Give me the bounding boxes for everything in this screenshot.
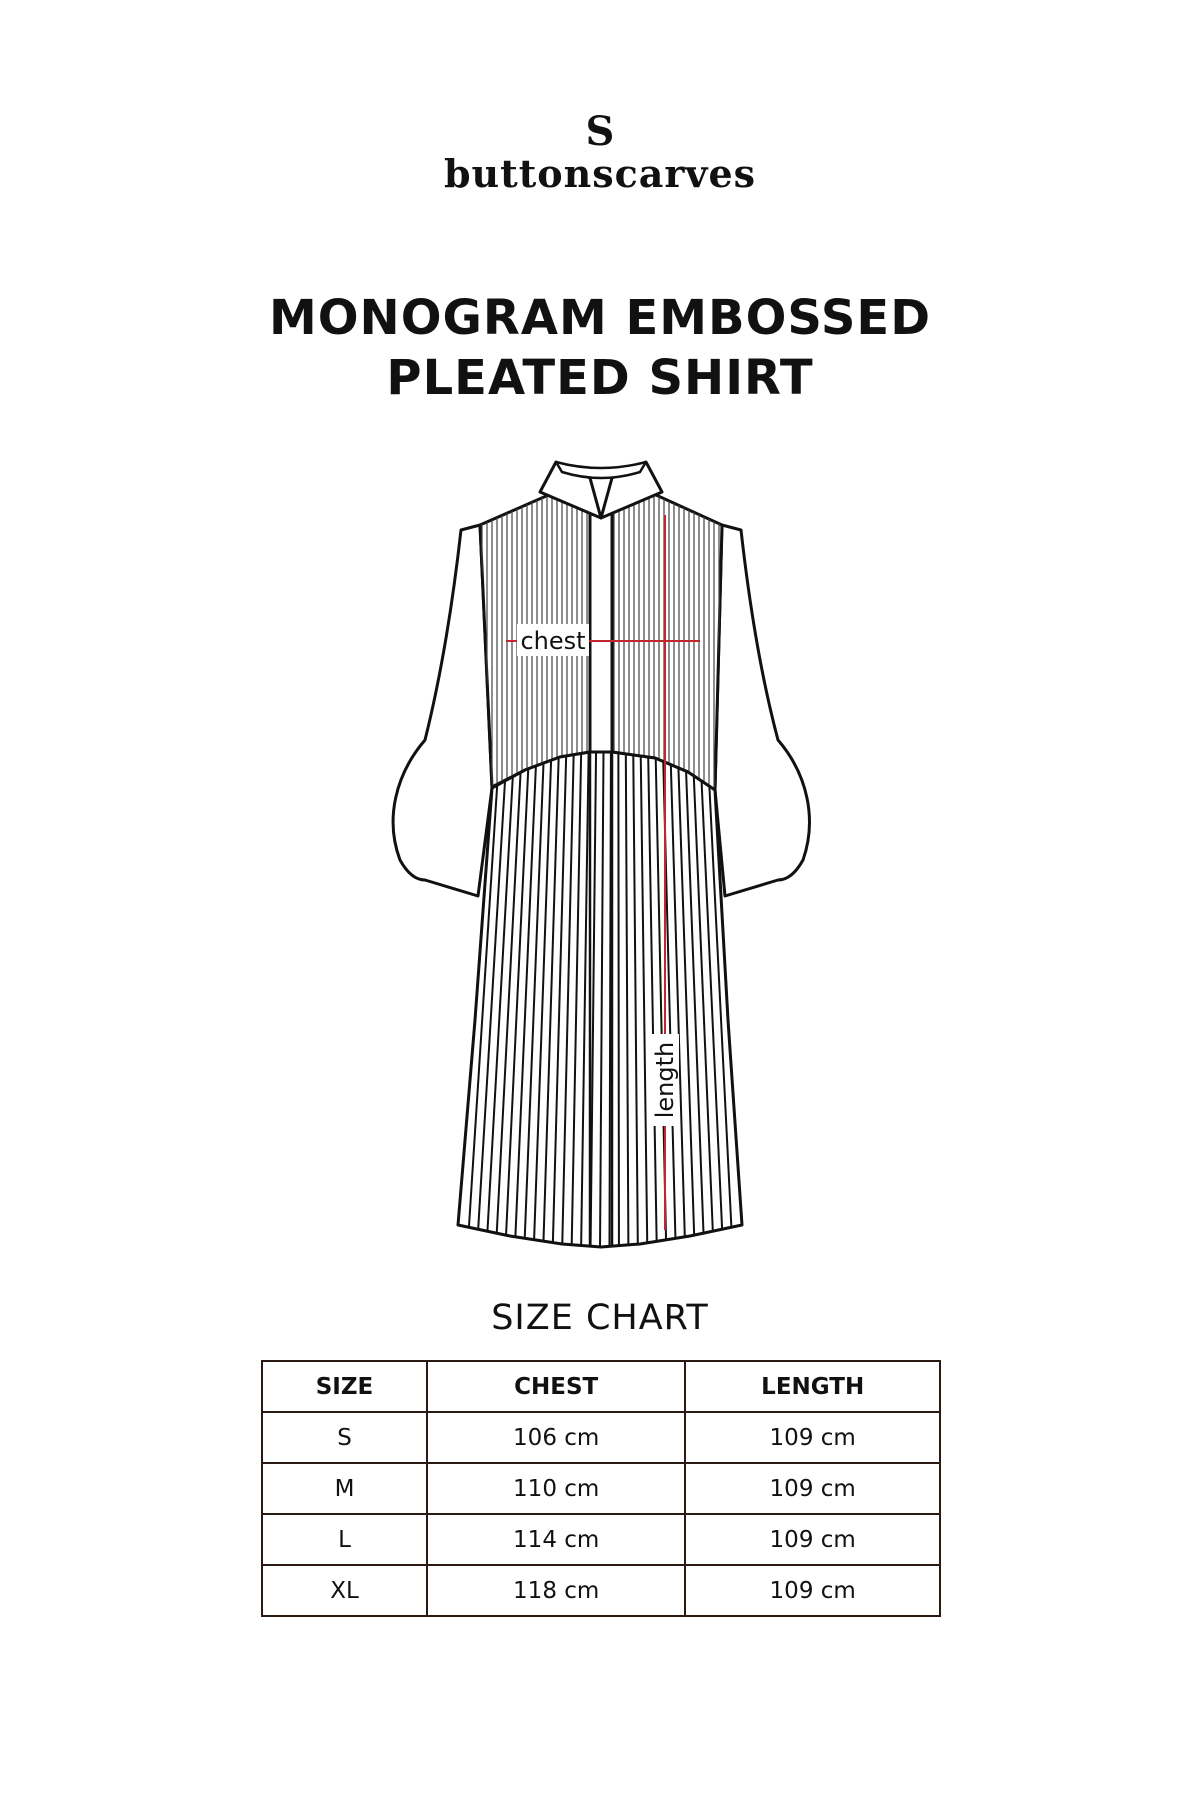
- table-row: [262, 1463, 940, 1514]
- brand-logo: [0, 108, 1200, 196]
- chest-label: chest: [520, 627, 586, 655]
- header-length: LENGTH: [685, 1361, 940, 1412]
- pleat-line: [618, 750, 619, 1250]
- chest-cell: 106 cm: [427, 1412, 685, 1463]
- chest-cell: 118 cm: [427, 1565, 685, 1616]
- product-title-line1: MONOGRAM EMBOSSED: [268, 290, 932, 346]
- brand-mark: S: [585, 108, 615, 155]
- size-chart-table: [261, 1360, 941, 1617]
- left-sleeve: [393, 525, 492, 896]
- size-cell: L: [262, 1514, 427, 1565]
- size-cell: XL: [262, 1565, 427, 1616]
- table-header-row: [262, 1361, 940, 1412]
- product-title: [0, 288, 1200, 408]
- size-chart-title: SIZE CHART: [491, 1298, 709, 1338]
- chest-cell: 114 cm: [427, 1514, 685, 1565]
- length-cell: 109 cm: [685, 1412, 940, 1463]
- shirt-illustration: [0, 440, 1200, 1250]
- brand-name: buttonscarves: [443, 151, 757, 196]
- right-sleeve: [715, 525, 809, 896]
- table-row: [262, 1412, 940, 1463]
- size-cell: S: [262, 1412, 427, 1463]
- table-row: [262, 1565, 940, 1616]
- length-cell: 109 cm: [685, 1463, 940, 1514]
- length-label: length: [651, 1041, 679, 1119]
- header-size: SIZE: [262, 1361, 427, 1412]
- size-cell: M: [262, 1463, 427, 1514]
- length-cell: 109 cm: [685, 1514, 940, 1565]
- table-row: [262, 1514, 940, 1565]
- header-chest: CHEST: [427, 1361, 685, 1412]
- product-title-line2: PLEATED SHIRT: [386, 350, 814, 406]
- length-cell: 109 cm: [685, 1565, 940, 1616]
- chest-cell: 110 cm: [427, 1463, 685, 1514]
